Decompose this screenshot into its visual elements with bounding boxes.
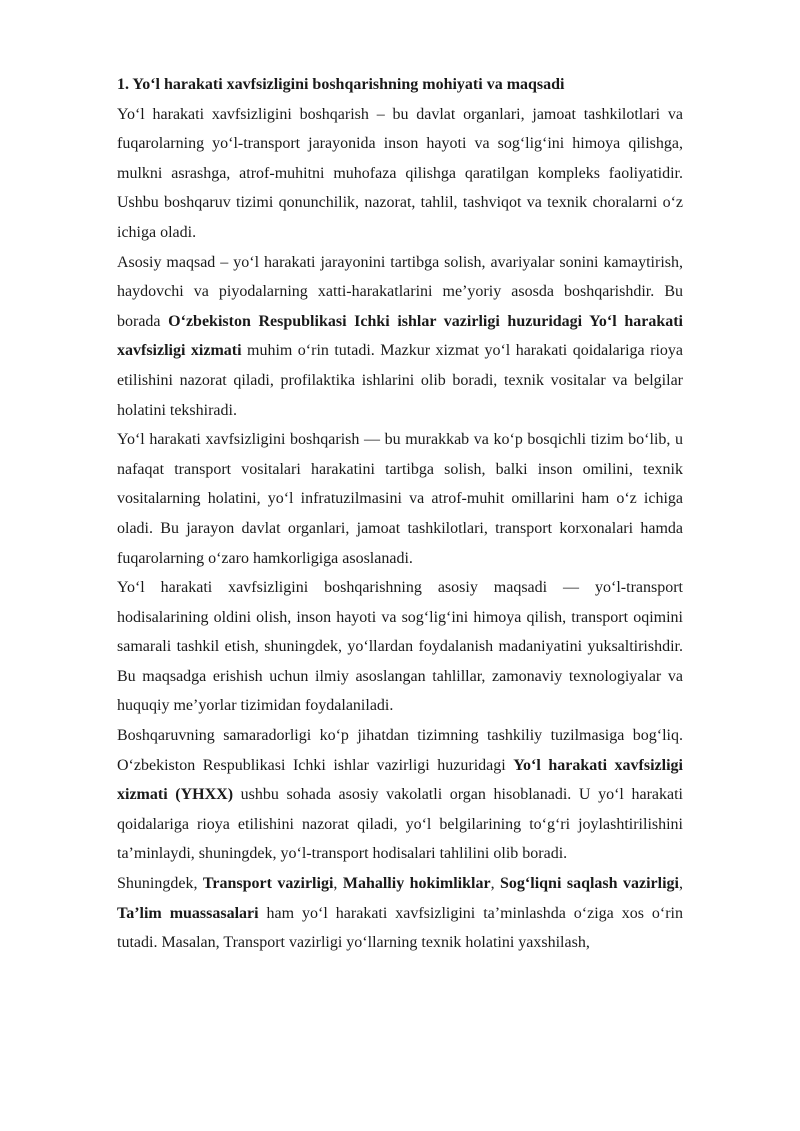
paragraph-efficiency-text-a: Boshqaruvning samaradorligi ko‘p jihatdan tizimning tashkiliy tuzilmasiga bog‘liq. O‘zbekiston Respublikasi Ichki ishlar vazirligi huzuridagi [117, 727, 683, 774]
paragraph-efficiency-text-c: ushbu sohada asosiy vakolatli organ hisoblanadi. U yo‘l harakati qoidalariga rioya etilishini nazorat qiladi, yo‘l belgilarining to‘g‘ri joylashtirilishini ta’minlaydi, shuningdek, yo‘l-transport hodisalari tahlilini olib boradi. [117, 786, 683, 863]
paragraph-main-goal-text-a: Asosiy maqsad – yo‘l harakati jarayonini tartibga solish, avariyalar sonini kamaytirish, haydovchi va piyodalarning xatti-harakatlarini me’yoriy asosda boshqarishdir. Bu borada [117, 253, 683, 330]
paragraph-efficiency [117, 721, 683, 869]
bold-transport-ministry: Transport vazirligi [202, 875, 334, 893]
paragraph-system-description: Yo‘l harakati xavfsizligini boshqarish — bu murakkab va ko‘p bosqichli tizim bo‘lib, u nafaqat transport vositalari harakatini tartibga solish, balki inson omilini, texnik vositalarning holatini, yo‘l infratuzilmasini va atrof-muhit omillarini ham o‘z ichiga oladi. Bu jarayon davlat organlari, jamoat tashkilotlari, transport korxonalari hamda fuqarolarning o‘zaro hamkorligiga asoslanadi. [117, 431, 683, 567]
paragraph-other-agencies-text-c: ham yo‘l harakati xavfsizligini ta’minlashda o‘ziga xos o‘rin tutadi. Masalan, Transport vazirligi yo‘llarning texnik holatini yaxshilash, [117, 904, 683, 952]
separator-1: , [333, 875, 343, 893]
bold-education-institutions: Ta’lim muassasalari [117, 904, 259, 922]
paragraph-objectives: Yo‘l harakati xavfsizligini boshqarishning asosiy maqsadi — yo‘l-transport hodisalarining oldini olish, inson hayoti va sog‘lig‘ini himoya qilish, transport oqimini samarali tashkil etish, shuningdek, yo‘llardan foydalanish madaniyatini yuksaltirishdir. Bu maqsadga erishish uchun ilmiy asoslangan tahlillar, zamonaviy texnologiyalar va huquqiy me’yorlar tizimidan foydalaniladi. [117, 579, 683, 715]
document-page [117, 70, 683, 958]
paragraph-other-agencies-text-a: Shuningdek, [117, 875, 203, 893]
paragraph-efficiency-bold-yhxx: Yo‘l harakati xavfsizligi xizmati (YHXX) [117, 756, 683, 804]
section-heading: 1. Yo‘l harakati xavfsizligini boshqarishning mohiyati va maqsadi [117, 76, 565, 93]
paragraph-main-goal-text-c: muhim o‘rin tutadi. Mazkur xizmat yo‘l harakati qoidalariga rioya etilishini nazorat qiladi, profilaktika ishlarini olib boradi, texnik vositalar va belgilar holatini tekshiradi. [117, 342, 683, 419]
paragraph-definition: Yo‘l harakati xavfsizligini boshqarish – bu davlat organlari, jamoat tashkilotlari va fuqarolarning yo‘l-transport jarayonida inson hayoti va sog‘lig‘ini himoya qilishga, mulkni asrashga, atrof-muhitni muhofaza qilishga qaratilgan kompleks faoliyatidir. Ushbu boshqaruv tizimi qonunchilik, nazorat, tahlil, tashviqot va texnik choralarni o‘z ichiga oladi. [117, 105, 683, 241]
paragraph-main-goal [117, 248, 683, 426]
separator-3: , [679, 875, 683, 893]
separator-2: , [490, 875, 501, 893]
bold-local-governments: Mahalliy hokimliklar [342, 875, 491, 893]
bold-health-ministry: Sog‘liqni saqlash vazirligi [500, 875, 679, 893]
paragraph-main-goal-bold-service: O‘zbekiston Respublikasi Ichki ishlar vazirligi huzuridagi Yo‘l harakati xavfsizligi xizmati [117, 312, 684, 360]
paragraph-other-agencies [117, 869, 683, 958]
